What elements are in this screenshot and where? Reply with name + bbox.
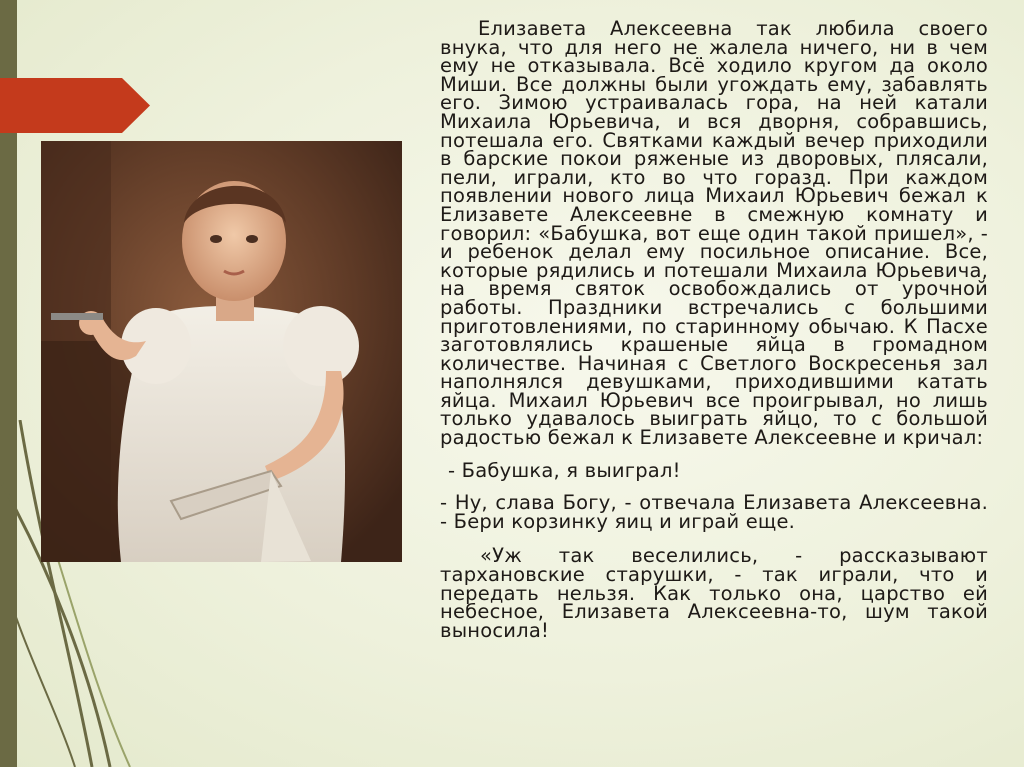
portrait-painting-icon (41, 141, 402, 562)
dialog-line-1: - Бабушка, я выиграл! (448, 458, 681, 482)
portrait-painting (41, 141, 402, 562)
red-arrow-decoration (0, 78, 150, 133)
paragraph-1: Елизавета Алексеевна так любила своего внука, что для него не жалела ничего, ни в чем ему не отказывала. Всё ходило кругом да около Миши. Все должны были угождать ему, забавлять его. Зимою устраивалась гора, на ней катали Михаила Юрьевича, и вся дворня, собравшись, потешала его. Святками каждый вечер приходили в барские покои ряженые из дворовых, плясали, пели, играли, кто во что горазд. При каждом появлении нового лица Михаил Юрьевич бежал к Елизавете Алексеевне в смежную комнату и говорил: «Бабушка, вот еще один такой пришел», - и ребенок делал ему посильное описание. Все, которые рядились и потешали Михаила Юрьевича, на время святок освобождались от урочной работы. Праздники встречались с большими приготовлениями, по старинному обычаю. К Пасхе заготовлялись крашеные яйца в громадном количестве. Начиная с Светлого Воскресенья зал наполнялся девушками, приходившими катать яйца. Михаил Юрьевич все проигрывал, но лишь только удавалось выиграть яйцо, то с большой радостью бежал к Елизавете Алексеевне и кричал: (440, 17, 988, 450)
main-text (440, 17, 988, 642)
quote-paragraph: «Уж так веселились, - рассказывают тархановские старушки, - так играли, что и передать нельзя. Как только она, царство ей небесное, Елизавета Алексеевна-то, шум такой выносила! (440, 544, 988, 642)
dialog-line-2: - Ну, слава Богу, - отвечала Елизавета Алексеевна. - Бери корзинку яиц и играй еще. (440, 491, 988, 533)
